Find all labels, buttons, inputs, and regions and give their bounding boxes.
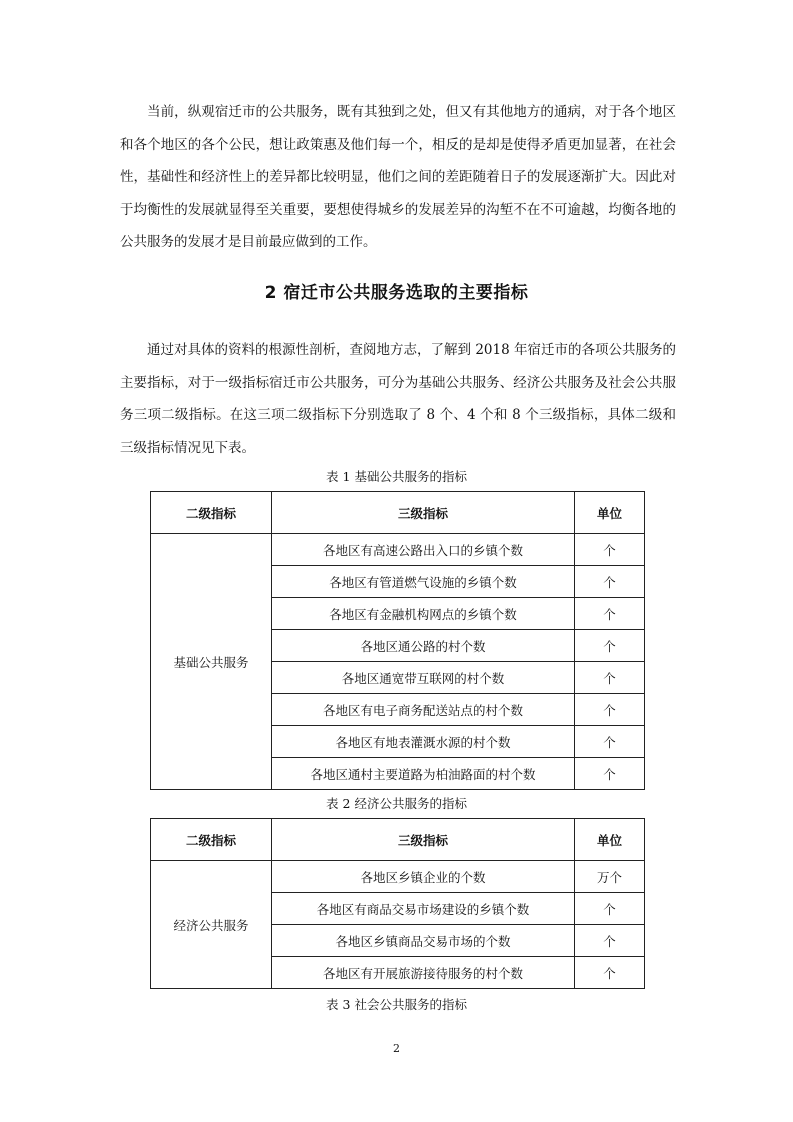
page-number: 2 (393, 1042, 400, 1055)
section-heading: 2 宿迁市公共服务选取的主要指标 (264, 283, 529, 303)
table-2-caption: 表 2 经济公共服务的指标 (326, 796, 467, 811)
indicator-cell: 各地区有地表灌溉水源的村个数 (272, 726, 575, 758)
header-level2: 二级指标 (151, 492, 272, 534)
header-level3: 三级指标 (272, 492, 575, 534)
header-unit: 单位 (575, 819, 645, 861)
unit-cell: 个 (575, 662, 645, 694)
table-1-caption: 表 1 基础公共服务的指标 (326, 469, 467, 484)
header-unit: 单位 (575, 492, 645, 534)
indicator-cell: 各地区乡镇企业的个数 (272, 861, 575, 893)
table-2-economic-services (150, 818, 645, 989)
indicator-cell: 各地区通村主要道路为柏油路面的村个数 (272, 758, 575, 790)
unit-cell: 个 (575, 630, 645, 662)
unit-cell: 万个 (575, 861, 645, 893)
unit-cell: 个 (575, 694, 645, 726)
paragraph-intro: 当前，纵观宿迁市的公共服务，既有其独到之处，但又有其他地方的通病，对于各个地区和各个地区的各个公民，想让政策惠及他们每一个，相反的是却是使得矛盾更加显著，在社会性，基础性和经济性上的差异都比较明显，他们之间的差距随着日子的发展逐渐扩大。因此对于均衡性的发展就显得至关重要，要想使得城乡的发展差异的沟堑不在不可逾越，均衡各地的公共服务的发展才是目前最应做到的工作。 (120, 104, 676, 250)
table-1-basic-services (150, 491, 645, 790)
indicator-cell: 各地区通宽带互联网的村个数 (272, 662, 575, 694)
table-row (151, 861, 645, 893)
paragraph-indicators: 通过对具体的资料的根源性剖析，查阅地方志，了解到 2018 年宿迁市的各项公共服务的主要指标，对于一级指标宿迁市公共服务，可分为基础公共服务、经济公共服务及社会公共服务三项二级指标。在这三项二级指标下分别选取了 8 个、4 个和 8 个三级指标，具体二级和三级指标情况见下表。 (120, 342, 676, 456)
table-3-caption: 表 3 社会公共服务的指标 (326, 997, 467, 1012)
header-level3: 三级指标 (272, 819, 575, 861)
indicator-cell: 各地区有管道燃气设施的乡镇个数 (272, 566, 575, 598)
unit-cell: 个 (575, 534, 645, 566)
category-cell: 经济公共服务 (151, 861, 272, 989)
unit-cell: 个 (575, 726, 645, 758)
unit-cell: 个 (575, 893, 645, 925)
table-header-row (151, 819, 645, 861)
unit-cell: 个 (575, 566, 645, 598)
table-row (151, 534, 645, 566)
indicator-cell: 各地区乡镇商品交易市场的个数 (272, 925, 575, 957)
unit-cell: 个 (575, 957, 645, 989)
unit-cell: 个 (575, 598, 645, 630)
category-cell: 基础公共服务 (151, 534, 272, 790)
indicator-cell: 各地区有商品交易市场建设的乡镇个数 (272, 893, 575, 925)
indicator-cell: 各地区有高速公路出入口的乡镇个数 (272, 534, 575, 566)
indicator-cell: 各地区有金融机构网点的乡镇个数 (272, 598, 575, 630)
indicator-cell: 各地区有开展旅游接待服务的村个数 (272, 957, 575, 989)
unit-cell: 个 (575, 925, 645, 957)
indicator-cell: 各地区有电子商务配送站点的村个数 (272, 694, 575, 726)
table-header-row (151, 492, 645, 534)
header-level2: 二级指标 (151, 819, 272, 861)
unit-cell: 个 (575, 758, 645, 790)
indicator-cell: 各地区通公路的村个数 (272, 630, 575, 662)
